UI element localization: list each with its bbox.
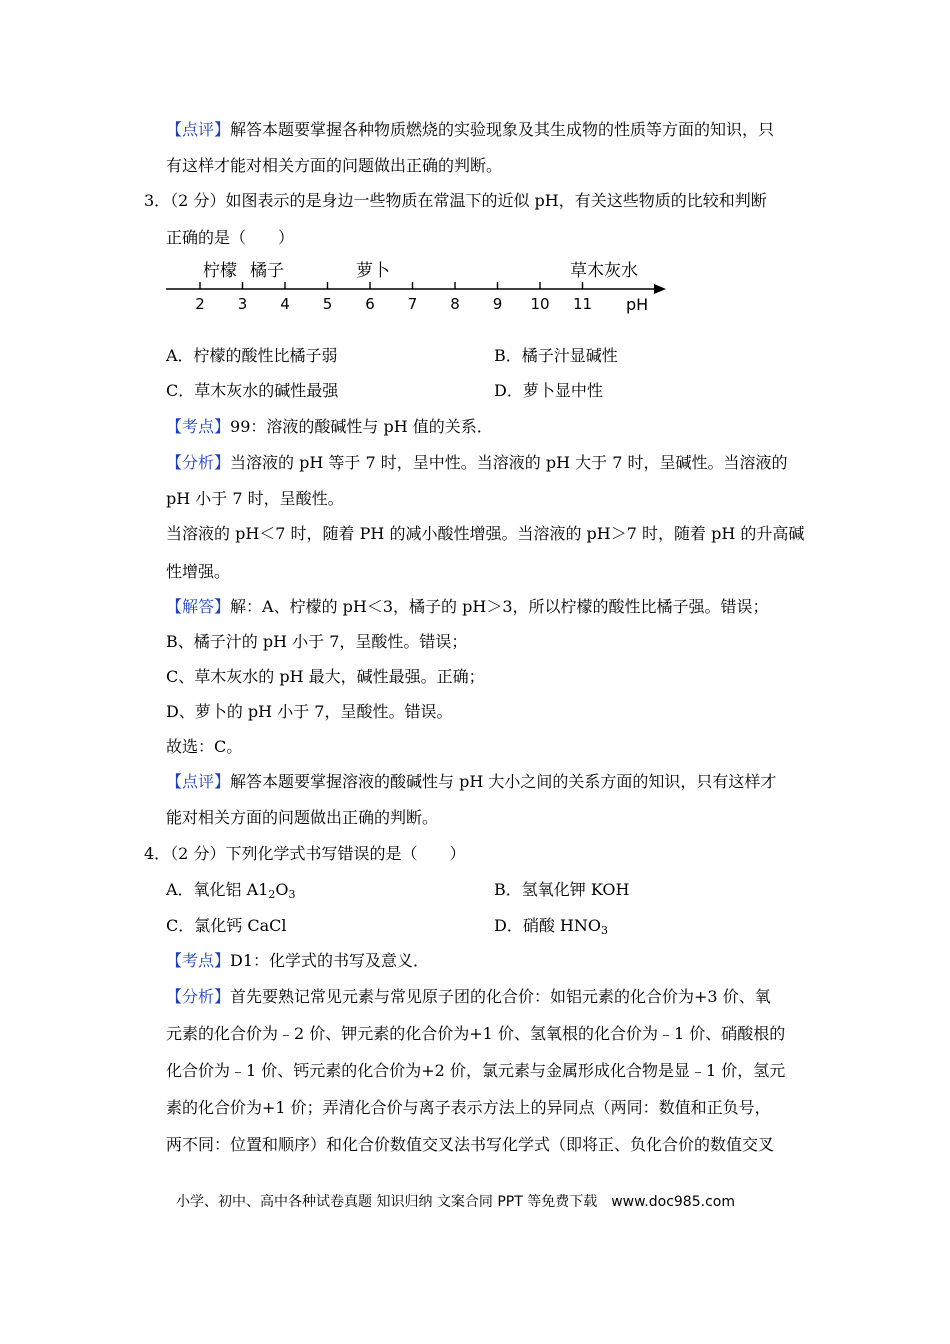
tag-dianping-q3: 【点评】 [166, 772, 231, 791]
ph-tick-label: 8 [450, 295, 460, 313]
q4-fenxi-line-2: 元素的化合价为﹣2 价、钾元素的化合价为+1 价、氢氧根的化合价为﹣1 价、硝酸根的 [166, 1024, 786, 1043]
ph-ticks [195, 282, 592, 313]
q4-fenxi-line-4: 素的化合价为+1 价；弄清化合价与离子表示方法上的异同点（两同：数值和正负号， [166, 1098, 771, 1117]
ph-scale-figure [160, 252, 680, 322]
ph-label-radish: 萝卜 [356, 261, 390, 281]
q4-option-c: C．氯化钙 CaCl [166, 916, 287, 935]
ph-tick-label: 3 [237, 295, 248, 313]
tag-fenxi: 【分析】 [166, 453, 231, 472]
review-text-1: 解答本题要掌握各种物质燃烧的实验现象及其生成物的性质等方面的知识，只 [230, 120, 775, 139]
q4-fenxi-text-1: 首先要熟记常见元素与常见原子团的化合价：如铝元素的化合价为+3 价、氧 [230, 987, 771, 1006]
q4-option-a [166, 880, 296, 905]
q3-fenxi-line-3: 当溶液的 pH＜7 时，随着 PH 的减小酸性增强。当溶液的 pH＞7 时，随着 pH 的升高碱 [166, 524, 805, 543]
ph-label-lemon: 柠檬 [203, 261, 237, 281]
ph-label-ash-water: 草木灰水 [570, 261, 638, 281]
ph-axis-arrow [654, 284, 666, 294]
q3-fenxi-line-4: 性增强。 [166, 562, 231, 581]
q3-dianping-text-1: 解答本题要掌握溶液的酸碱性与 pH 大小之间的关系方面的知识，只有这样才 [230, 772, 777, 791]
q3-option-d: D．萝卜显中性 [494, 381, 603, 400]
q4-kaodian-text: D1：化学式的书写及意义． [230, 951, 430, 970]
tag-fenxi-q4: 【分析】 [166, 987, 231, 1006]
q3-dianping-line-1 [166, 772, 776, 792]
q3-kaodian [166, 417, 493, 437]
q3-jieda-line-1 [166, 597, 769, 617]
ph-tick-label: 10 [530, 295, 550, 313]
q4-option-a-text: A．氧化铝 A1 [166, 880, 269, 899]
q4-stem: 4．（2 分）下列化学式书写错误的是（ ） [144, 844, 466, 863]
ph-tick-label: 2 [195, 295, 205, 313]
q4-option-d-text: D．硝酸 HNO [494, 916, 601, 935]
q4-option-a-sub1: 2 [268, 888, 276, 901]
q4-fenxi-line-1 [166, 987, 771, 1007]
q4-option-b: B．氢氧化钾 KOH [494, 880, 630, 899]
q4-option-d [494, 916, 608, 941]
q4-option-a-sub2: 3 [288, 888, 296, 901]
q3-jieda-line-3: C、草木灰水的 pH 最大，碱性最强。正确； [166, 667, 485, 686]
tag-kaodian: 【考点】 [166, 417, 231, 436]
q4-option-a-mid: O [275, 880, 289, 899]
ph-tick-label: 6 [365, 295, 375, 313]
q3-jieda-line-4: D、萝卜的 pH 小于 7，呈酸性。错误。 [166, 702, 453, 721]
q3-fenxi-text-1: 当溶液的 pH 等于 7 时，呈中性。当溶液的 pH 大于 7 时，呈碱性。当溶液的 [230, 453, 788, 472]
q3-fenxi-line-1 [166, 453, 787, 473]
q3-jieda-text-1: 解：A、柠檬的 pH＜3，橘子的 pH＞3，所以柠檬的酸性比橘子强。错误； [230, 597, 769, 616]
q4-option-d-sub: 3 [601, 924, 608, 937]
review-line-1 [166, 120, 774, 140]
q4-fenxi-line-3: 化合价为﹣1 价、钙元素的化合价为+2 价，氯元素与金属形成化合物是显﹣1 价，氢元 [166, 1061, 786, 1080]
ph-tick-label: 11 [572, 295, 593, 313]
q3-dianping-line-2: 能对相关方面的问题做出正确的判断。 [166, 808, 439, 827]
q3-kaodian-text: 99：溶液的酸碱性与 pH 值的关系． [230, 417, 493, 436]
ph-tick-label: 4 [280, 295, 290, 313]
q4-kaodian [166, 951, 429, 971]
q3-option-c: C．草木灰水的碱性最强 [166, 381, 339, 400]
ph-tick-label: 5 [322, 295, 333, 313]
q3-answer: 故选：C。 [166, 737, 243, 756]
ph-axis-label: pH [626, 295, 649, 314]
ph-tick-label: 9 [492, 295, 503, 313]
ph-label-orange: 橘子 [250, 261, 284, 281]
q3-stem-line-2: 正确的是（ ） [166, 228, 295, 247]
q3-fenxi-line-2: pH 小于 7 时，呈酸性。 [166, 489, 344, 508]
tag-jieda: 【解答】 [166, 597, 231, 616]
tag-kaodian-q4: 【考点】 [166, 951, 231, 970]
q3-stem-line-1: 3．（2 分）如图表示的是身边一些物质在常温下的近似 pH，有关这些物质的比较和判断 [144, 191, 767, 210]
q3-option-a: A．柠檬的酸性比橘子弱 [166, 346, 338, 365]
q3-option-b: B．橘子汁显碱性 [494, 346, 618, 365]
page-footer: 小学、初中、高中各种试卷真题 知识归纳 文案合同 PPT 等免费下载 www.doc985.com [176, 1194, 735, 1210]
q3-jieda-line-2: B、橘子汁的 pH 小于 7，呈酸性。错误； [166, 632, 468, 651]
ph-tick-label: 7 [407, 295, 418, 313]
review-line-2: 有这样才能对相关方面的问题做出正确的判断。 [166, 156, 503, 175]
tag-dianping: 【点评】 [166, 120, 231, 139]
q4-fenxi-line-5: 两不同：位置和顺序）和化合价数值交叉法书写化学式（即将正、负化合价的数值交叉 [166, 1135, 775, 1154]
